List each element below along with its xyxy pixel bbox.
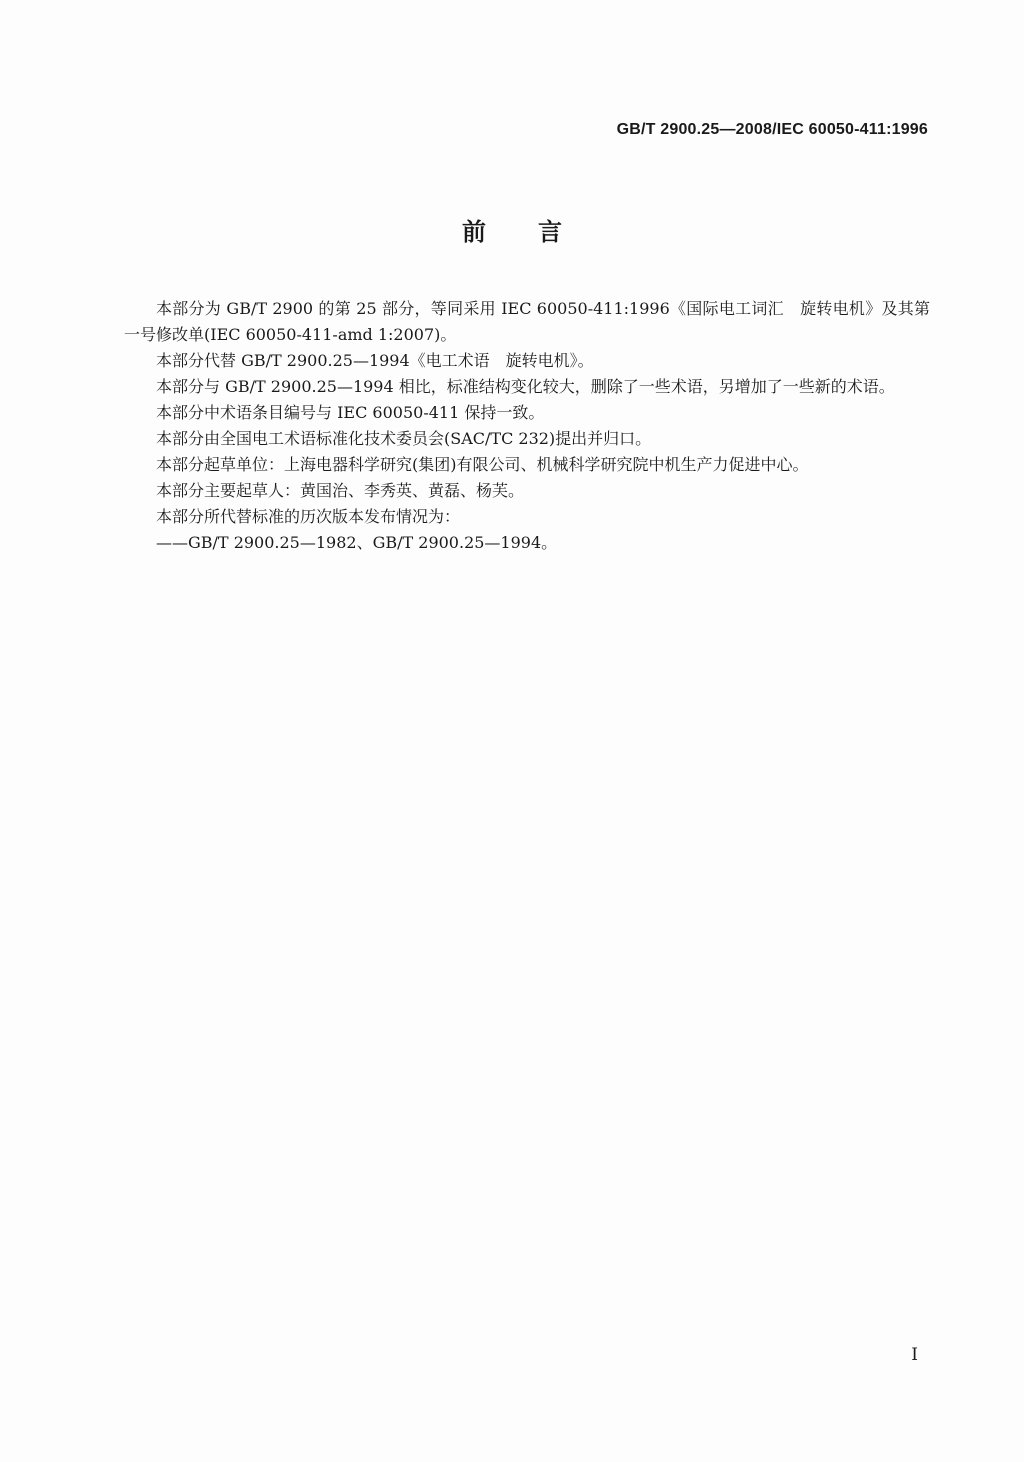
paragraph-committee: 本部分由全国电工术语标准化技术委员会(SAC/TC 232)提出并归口。 [156, 429, 652, 448]
paragraph-numbering: 本部分中术语条目编号与 IEC 60050-411 保持一致。 [156, 403, 545, 422]
section-title: 前言 [462, 218, 614, 246]
standard-code-header: GB/T 2900.25—2008/IEC 60050-411:1996 [616, 121, 928, 138]
paragraph-adoption: 本部分为 GB/T 2900 的第 25 部分，等同采用 IEC 60050-411:1996《国际电工词汇 旋转电机》及其第一号修改单(IEC 60050-411-amd 1:2007)。 [124, 299, 930, 344]
paragraph-replaces: 本部分代替 GB/T 2900.25—1994《电工术语 旋转电机》。 [156, 351, 594, 370]
paragraph-drafting-units: 本部分起草单位：上海电器科学研究(集团)有限公司、机械科学研究院中机生产力促进中心。 [156, 455, 809, 474]
paragraph-history-intro: 本部分所代替标准的历次版本发布情况为： [156, 507, 461, 526]
paragraph-drafters: 本部分主要起草人：黄国治、李秀英、黄磊、杨芙。 [156, 481, 525, 500]
page-number: I [911, 1345, 918, 1365]
history-list-item: ——GB/T 2900.25—1982、GB/T 2900.25—1994。 [156, 533, 558, 552]
paragraph-changes: 本部分与 GB/T 2900.25—1994 相比，标准结构变化较大，删除了一些术语，另增加了一些新的术语。 [156, 377, 895, 396]
foreword-body [124, 296, 930, 556]
